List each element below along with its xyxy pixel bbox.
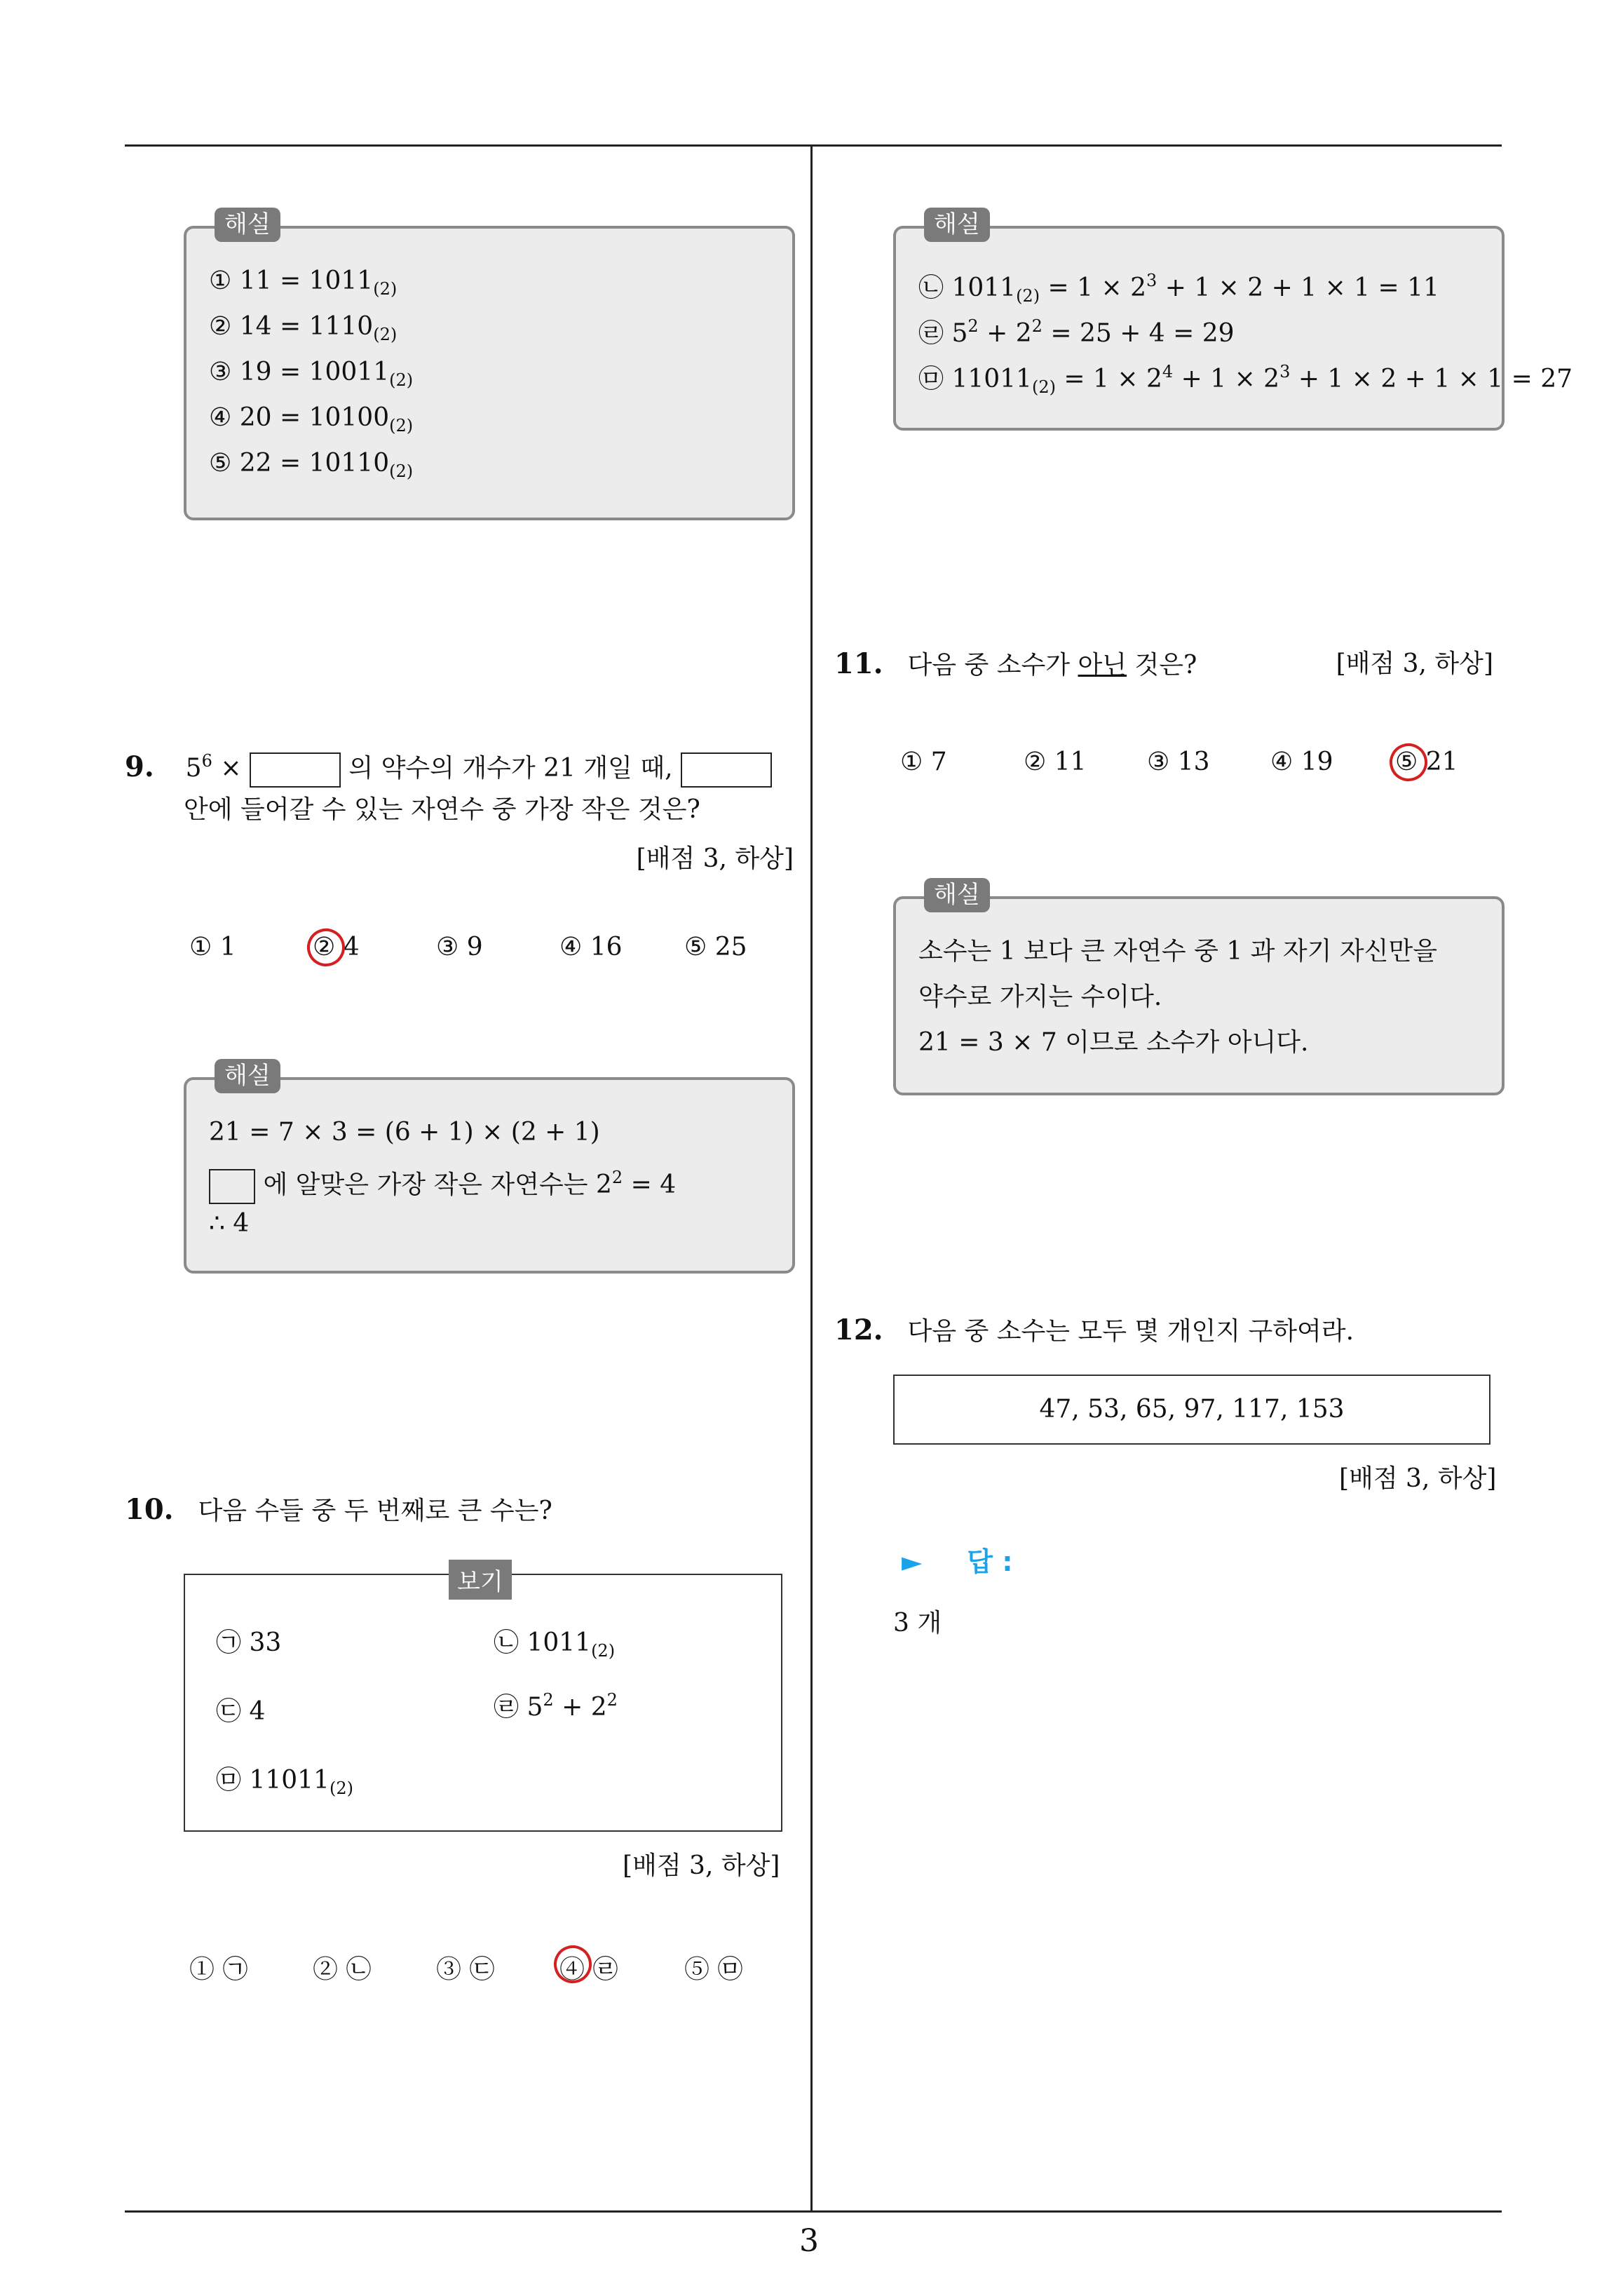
- bogi-tag: 보기: [449, 1560, 512, 1600]
- solution-box-q9: [184, 1062, 795, 1274]
- choices-q10: [189, 1950, 792, 1992]
- question-12: [834, 1306, 1354, 1355]
- number-box: [893, 1375, 1490, 1445]
- question-9: 9. $5^6$ × 의 약수의 개수가 21 개일 때, 안에 들어갈 수 있는 자연수 중 가장 작은 것은? [배점 3, 하상]: [125, 736, 798, 884]
- question-number: 12.: [834, 1314, 883, 1346]
- solution-tag: 해설: [924, 208, 990, 242]
- solution-line: 약수로 가지는 수이다.: [918, 982, 1162, 1011]
- answer-circle-mark: [1384, 738, 1432, 786]
- solution-line: ㉣ $5^2 + 2^2 = 25 + 4 = 29$: [918, 316, 1235, 348]
- solution-tag: 해설: [215, 208, 280, 242]
- solution-box-q10: [893, 210, 1573, 431]
- solution-line: 21 = 3 × 7 이므로 소수가 아니다.: [918, 1028, 1309, 1057]
- question-number: 10.: [125, 1493, 174, 1526]
- answer-row: [902, 1540, 1013, 1579]
- choices-q9: [189, 933, 792, 975]
- answer-blank: [681, 752, 772, 788]
- answer-value: 3 개: [893, 1609, 942, 1637]
- choice-4[interactable]: ④ 16: [559, 933, 623, 961]
- solution-tag: 해설: [924, 878, 990, 912]
- question-text: 다음 수들 중 두 번째로 큰 수는?: [198, 1497, 552, 1525]
- answer-triangle-icon: ►: [902, 1546, 923, 1577]
- number-list: 47, 53, 65, 97, 117, 153: [1039, 1395, 1345, 1424]
- solution-line: 에 알맞은 가장 작은 자연수는 $2^2 = 4$: [209, 1155, 792, 1201]
- solution-line: 21 = 7 × 3 = (6 + 1) × (2 + 1): [209, 1118, 600, 1147]
- top-rule: [125, 144, 1502, 147]
- choices-q11: [900, 748, 1503, 790]
- solution-line: ⑤ $22 = 10110_{(2)}$: [209, 449, 414, 481]
- choice-1[interactable]: ① ㉠: [189, 1955, 248, 1984]
- solution-line: ① $11 = 1011_{(2)}$: [209, 266, 398, 299]
- score-label: [배점 3, 하상]: [1339, 1464, 1497, 1493]
- solution-line: ④ $20 = 10100_{(2)}$: [209, 403, 414, 435]
- answer-label: 답 :: [967, 1546, 1013, 1577]
- column-divider: [810, 144, 813, 2212]
- solution-tag: 해설: [215, 1059, 280, 1093]
- choice-1[interactable]: ① 1: [189, 933, 236, 961]
- question-number: 9.: [125, 750, 154, 783]
- question-number: 11.: [834, 647, 883, 680]
- choice-1[interactable]: ① 7: [900, 748, 947, 776]
- choice-4[interactable]: ④ 19: [1270, 748, 1333, 776]
- score-label: [배점 3, 하상]: [636, 844, 794, 873]
- bogi-item-e: ㉤ $11011_{(2)}$: [216, 1766, 353, 1798]
- choice-4[interactable]: ④ ㉣: [559, 1955, 618, 1984]
- choice-3[interactable]: ③ 13: [1147, 748, 1210, 776]
- solution-line: ∴ 4: [209, 1209, 250, 1238]
- score-label: [배점 3, 하상]: [1336, 649, 1493, 678]
- solution-line: ㉡ $1011_{(2)} = 1 \times 2^3 + 1 \times 2 + 1 \times 1 = 11$: [918, 271, 1439, 306]
- solution-line: ㉤ $11011_{(2)} = 1 \times 2^4 + 1 \times 2^3 + 1 \times 2 + 1 \times 1 = 27$: [918, 362, 1573, 397]
- bogi-item-c: ㉢ 4: [216, 1697, 266, 1726]
- choice-2[interactable]: ② 4: [313, 933, 360, 961]
- choice-5[interactable]: ⑤ 21: [1395, 748, 1458, 776]
- score-label: [배점 3, 하상]: [623, 1851, 780, 1880]
- bogi-item-b: ㉡ $1011_{(2)}$: [494, 1628, 616, 1661]
- question-text: 다음 중 소수가 아닌 것은?: [907, 651, 1197, 680]
- solution-box-q8: [184, 210, 795, 520]
- bogi-box: [184, 1568, 782, 1832]
- question-text-line2: 안에 들어갈 수 있는 자연수 중 가장 작은 것은?: [184, 795, 700, 824]
- bogi-item-d: ㉣ $5^2 + 2^2$: [494, 1690, 618, 1722]
- choice-2[interactable]: ② ㉡: [313, 1955, 372, 1984]
- choice-3[interactable]: ③ 9: [436, 933, 483, 961]
- answer-circle-mark: [301, 923, 350, 971]
- solution-line: ② $14 = 1110_{(2)}$: [209, 312, 398, 344]
- solution-line: ③ $19 = 10011_{(2)}$: [209, 358, 414, 390]
- answer-blank: [209, 1169, 255, 1204]
- choice-3[interactable]: ③ ㉢: [436, 1955, 495, 1984]
- question-11: [834, 640, 1500, 689]
- question-text: 다음 중 소수는 모두 몇 개인지 구하여라.: [907, 1317, 1354, 1346]
- bottom-rule: [125, 2210, 1502, 2213]
- answer-blank: [250, 752, 341, 788]
- question-10: [125, 1485, 552, 1534]
- solution-line: 소수는 1 보다 큰 자연수 중 1 과 자기 자신만을: [918, 937, 1437, 966]
- solution-box-q11: [893, 881, 1505, 1095]
- choice-5[interactable]: ⑤ 25: [684, 933, 747, 961]
- choice-5[interactable]: ⑤ ㉤: [684, 1955, 743, 1984]
- choice-2[interactable]: ② 11: [1024, 748, 1087, 776]
- page-number: 3: [799, 2223, 819, 2259]
- bogi-item-a: ㉠ 33: [216, 1628, 282, 1657]
